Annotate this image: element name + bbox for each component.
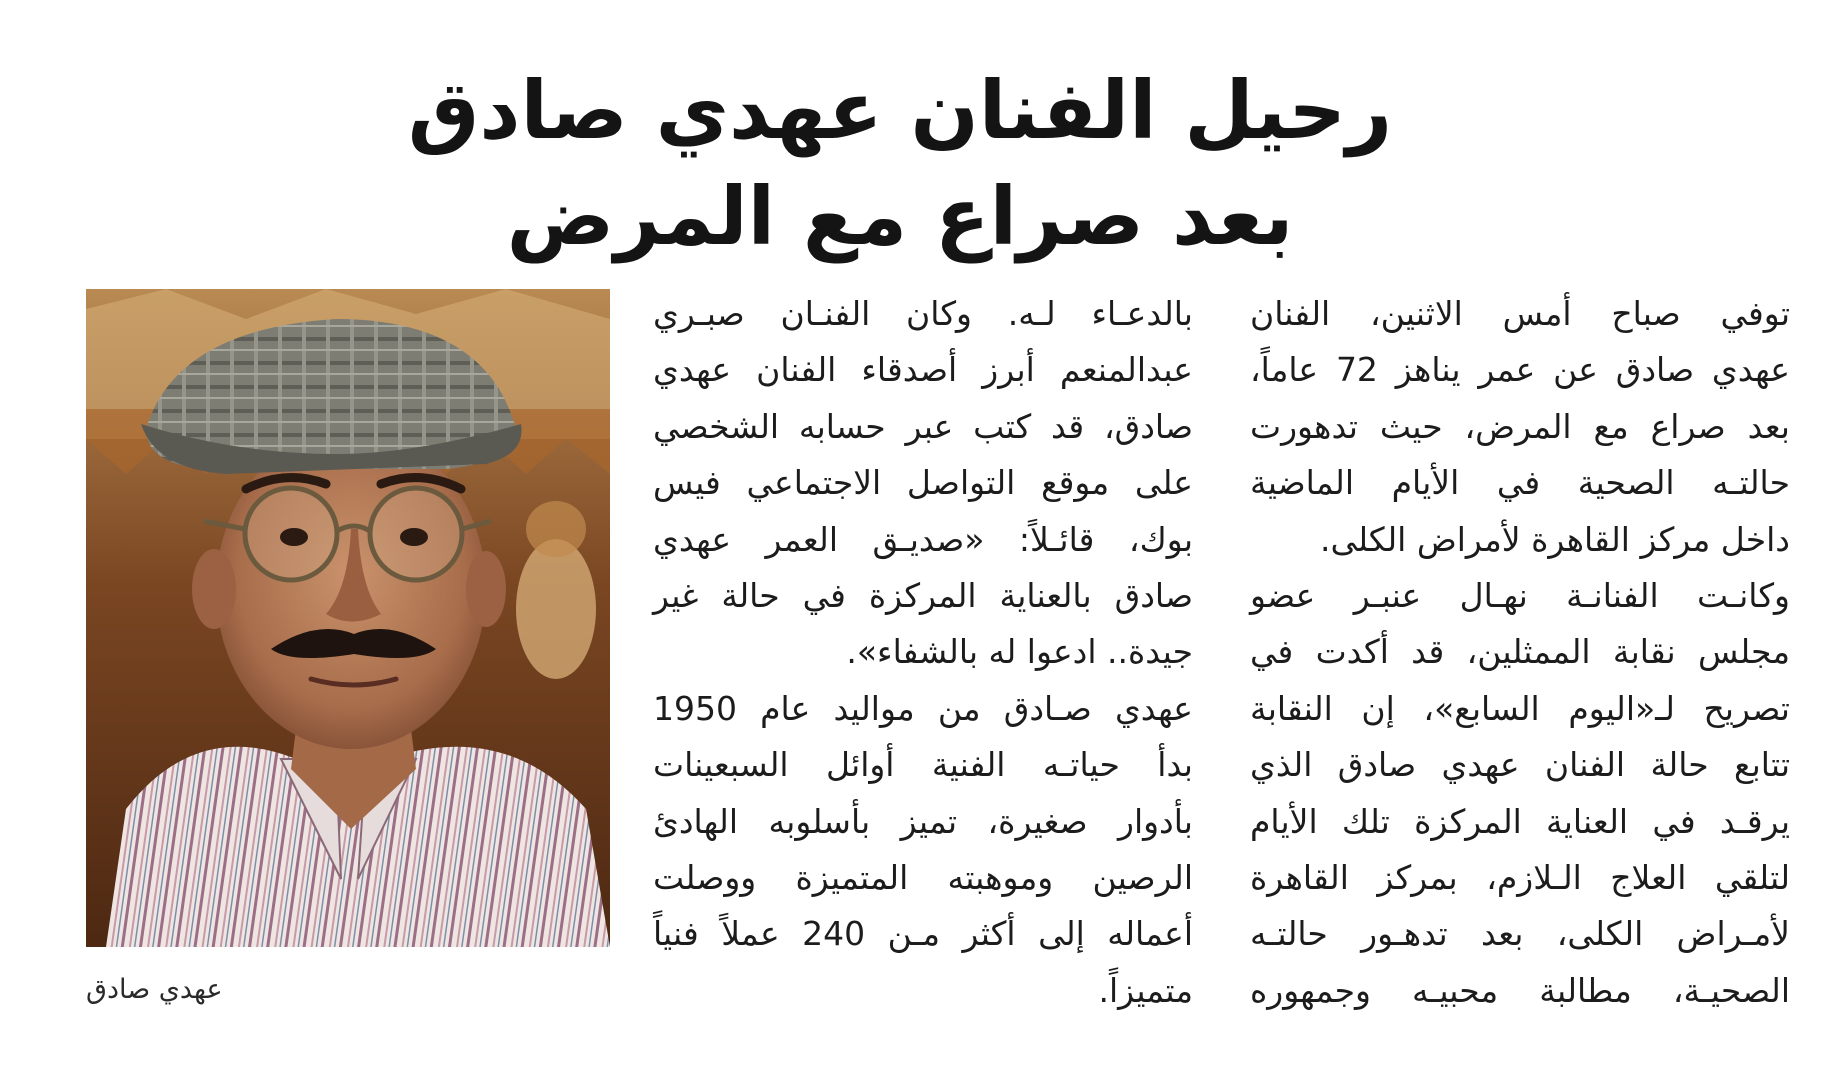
text-line: بوك، قائـلاً: «صديـق العمر عهدي <box>653 519 1193 559</box>
text-line: متميزاً. <box>1098 970 1193 1010</box>
text-line: داخل مركز القاهرة لأمراض الكلى. <box>1319 519 1790 559</box>
headline-line-2: بعد صراع مع المرض <box>506 170 1294 263</box>
text-line: صادق بالعناية المركزة في حالة غير <box>653 575 1193 615</box>
text-line: عهدي صـادق من مواليد عام 1950 <box>653 688 1193 728</box>
text-line: صادق، قد كتب عبر حسابه الشخصي <box>653 406 1193 446</box>
text-line: توفي صباح أمس الاثنين، الفنان <box>1250 294 1790 333</box>
article-headline <box>380 58 1420 270</box>
text-line: الصحيـة، مطالبة محبيـه وجمهوره <box>1250 970 1790 1010</box>
text-line: بدأ حياتـه الفنية أوائل السبعينات <box>653 745 1193 785</box>
text-line: بعد صراع مع المرض، حيث تدهورت <box>1250 406 1790 446</box>
text-line: عهدي صادق عن عمر يناهز 72 عاماً، <box>1250 350 1790 390</box>
text-line: بالدعـاء لـه. وكان الفنـان صبـري <box>653 294 1193 333</box>
text-line: وكانـت الفنانـة نهـال عنبـر عضو <box>1250 575 1790 615</box>
article-column-right <box>1250 286 1790 1019</box>
text-line: بأدوار صغيرة، تميز بأسلوبه الهادئ <box>653 801 1193 841</box>
text-line: يرقـد في العناية المركزة تلك الأيام <box>1250 801 1790 841</box>
text-line: لأمـراض الكلى، بعد تدهـور حالتـه <box>1250 914 1790 954</box>
text-line: على موقع التواصل الاجتماعي فيس <box>653 463 1193 503</box>
text-line: لتلقي العلاج الـلازم، بمركز القاهرة <box>1250 857 1790 897</box>
text-line: عبدالمنعم أبرز أصدقاء الفنان عهدي <box>653 350 1193 390</box>
portrait-illustration <box>86 289 610 947</box>
text-line: مجلس نقابة الممثلين، قد أكدت في <box>1250 632 1790 672</box>
text-line: حالتـه الصحية في الأيام الماضية <box>1250 463 1790 503</box>
text-line: أعماله إلى أكثر مـن 240 عملاً فنياً <box>653 914 1194 954</box>
text-line: جيدة.. ادعوا له بالشفاء». <box>846 632 1193 672</box>
text-line: تتابع حالة الفنان عهدي صادق الذي <box>1250 745 1790 785</box>
photo-caption: عهدي صادق <box>86 974 223 1005</box>
article-column-left <box>653 286 1193 1019</box>
portrait-photo <box>86 289 610 947</box>
text-line: تصريح لـ«اليوم السابع»، إن النقابة <box>1250 688 1790 728</box>
text-line: الرصين وموهبته المتميزة ووصلت <box>653 857 1193 897</box>
headline-line-1: رحيل الفنان عهدي صادق <box>407 64 1393 157</box>
